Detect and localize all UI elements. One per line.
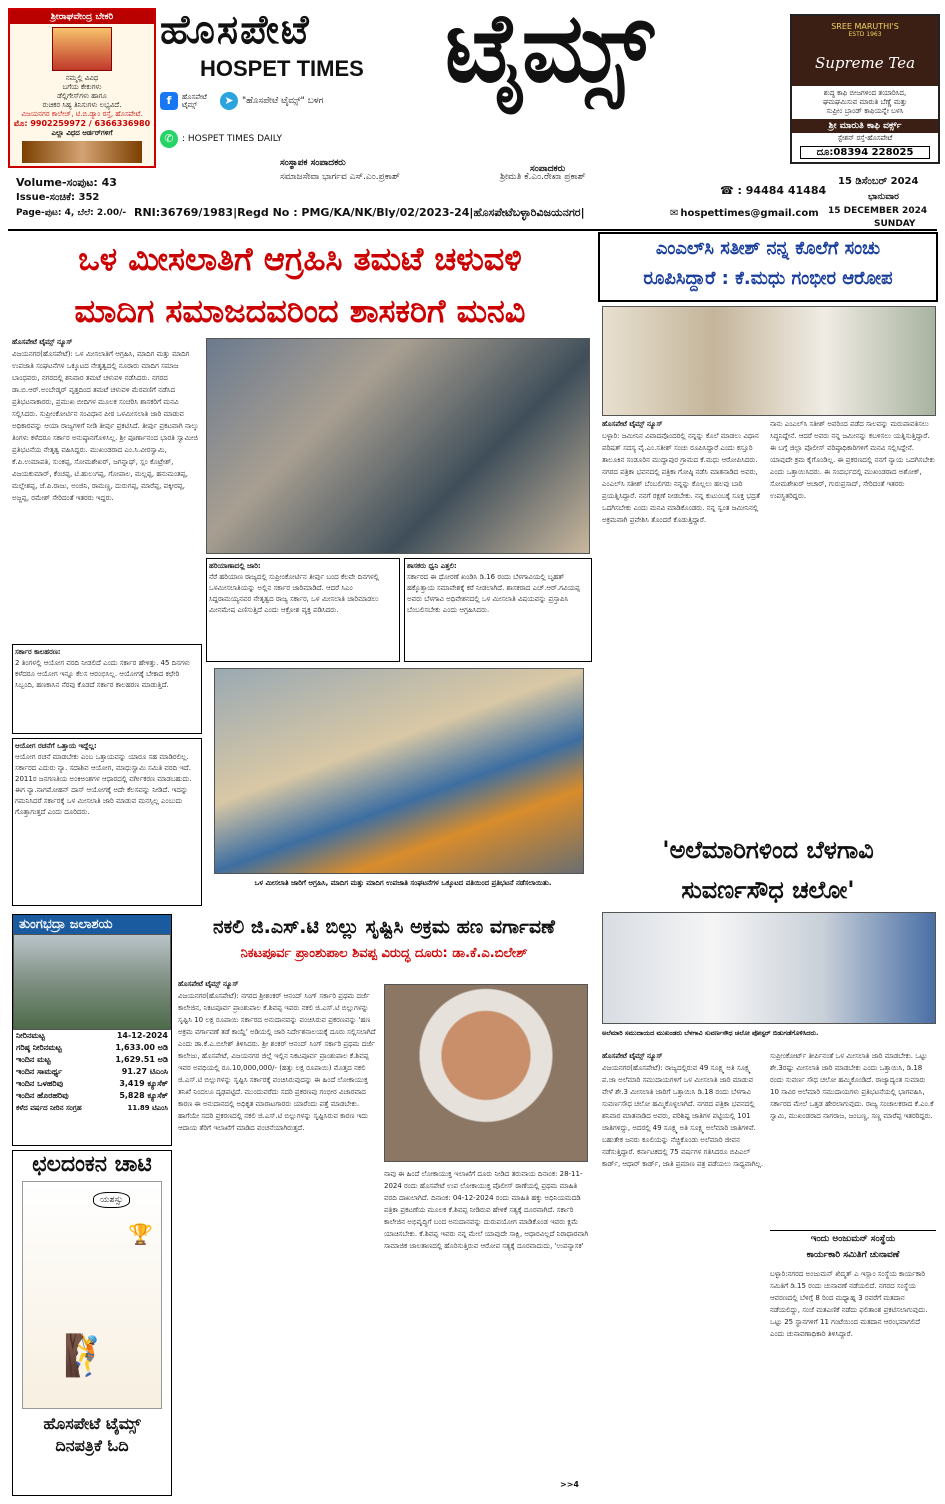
- facebook-label: ಹೊಸಪೇಟೆ ಟೈಮ್ಸ್: [182, 93, 207, 109]
- lead-col-haryana: [206, 558, 400, 662]
- right1-headline-box: [598, 232, 938, 302]
- right1-col-a: [602, 418, 766, 830]
- lead-box-1-text: 2 ತಿಂಗಳಲ್ಲಿ ಆಯೋಗ ವರದಿ ನೀಡಲಿದೆ ಎಂದು ಸರ್ಕಾರ ಹೇಳಿತ್ತು. 45 ದಿನಗಳು ಕಳೆದರೂ ಆಯೋಗ ಇನ್ನೂ ಕೆಲಸ ಆರಂಭಿಸಿಲ್ಲ. ಆಯೋಗಕ್ಕೆ ಬೇಕಾದ ಕಛೇರಿ ಸಿಬ್ಬಂದಿ, ಹಣಕಾಸಿನ ನೆರವು ಕೊಡದೆ ಸರ್ಕಾರ ಕಾಲಹರಣ ಮಾಡುತ್ತಿದೆ.: [15, 659, 190, 689]
- right1-dateline: ಹೊಸಪೇಟೆ ಟೈಮ್ಸ್ ನ್ಯೂಸ್: [602, 420, 663, 428]
- lead-box-2-text: ಆಯೋಗ ರಚನೆ ಮಾಡಬೇಕು ಎಂಬ ಒತ್ತಾಯವನ್ನು ಯಾರೂ ಸಹ ಮಾಡಿರಲಿಲ್ಲ. ಸರ್ಕಾರದ ಎದುರು ನ್ಯಾ. ಸದಾಶಿವ ಆಯೋಗ, ಮಾಧುಸ್ವಾಮಿ ಸಮಿತಿ ವರದಿ ಇದೆ. 2011ರ ಜನಗಣತಿಯ ಅಂಕಿಅಂಶಗಳ ಆಧಾರದಲ್ಲಿ ವರ್ಗೀಕರಣ ಮಾಡಬಹುದು. ಈಗ ನ್ಯಾ.ನಾಗಮೋಹನ್ ದಾಸ್ ಆಯೋಗಕ್ಕೆ ಅದೇ ಕೆಲಸವನ್ನು ನೀಡಿದೆ. ಇದನ್ನು ಗಮನಿಸಿದರೆ ಸರ್ಕಾರಕ್ಕೆ ಒಳ ಮೀಸಲಾತಿ ಜಾರಿ ಮಾಡುವ ಮನಸ್ಸಿಲ್ಲ ಎಂಬುದು ಗೊತ್ತಾಗುತ್ತದೆ ಎಂದು ದೂರಿದರು.: [15, 753, 192, 816]
- header-rule: [8, 229, 937, 231]
- telegram-icon: ➤: [220, 92, 238, 110]
- email-link[interactable]: [670, 208, 819, 219]
- dam-photo: [13, 934, 171, 1030]
- lead-photo-2: [214, 668, 584, 874]
- gst-text-a: ವಿಜಯನಗರ(ಹೊಸಪೇಟೆ): ನಗರದ ಶ್ರೀಶಂಕರ್ ಆನಂದ್ ಸಿಂಗ್ ಸರ್ಕಾರಿ ಪ್ರಥಮ ದರ್ಜೆ ಕಾಲೇಜಿನ, ನಿಕಟಪೂರ್ವ ಪ್ರಾಂಶುಪಾಲ ಕೆ.ಶಿವಪ್ಪ ಇವರು ನಕಲಿ ಜಿ.ಎಸ್.ಟಿ ಬಿಲ್ಲುಗಳನ್ನು ಸೃಷ್ಟಿಸಿ 10 ಲಕ್ಷ ರೂಪಾಯಿ ಸರ್ಕಾರದ ಅನುದಾನವನ್ನು ವಂಚಿಸಿರುವ ಪ್ರಕರಣವನ್ನು 'ಹಣ ಅಕ್ರಮ ವರ್ಗಾವಣೆ ತಡೆ ಕಾಯ್ದೆ' ಅಡಿಯಲ್ಲಿ ಜಾರಿ ನಿರ್ದೇಶನಾಲಯಕ್ಕೆ ದೂರು ಸಲ್ಲಿಸಲಾಗಿದೆ ಎಂದು ಡಾ.ಕೆ.ಎ.ಬಿಲೇಶ್ ತಿಳಿಸಿದರು. ಶ್ರೀ ಶಂಕರ್ ಆನಂದ್ ಸಿಂಗ್ ಸರ್ಕಾರಿ ಪ್ರಥಮ ದರ್ಜೆ ಕಾಲೇಜು, ಹೊಸಪೇಟೆ, ವಿಜಯನಗರ ಜಿಲ್ಲೆ ಇಲ್ಲಿನ ನಿಕಟಪೂರ್ವ ಪ್ರಾಂಶುಪಾಲ ಕೆ.ಶಿವಪ್ಪ ಇವರ ಅವಧಿಯಲ್ಲಿ ರೂ.10,000,000/- (ಹತ್ತು ಲಕ್ಷ ರೂಪಾಯಿ) ಮೊತ್ತದ ನಕಲಿ ಜಿ.ಎಸ್.ಟಿ ಬಿಲ್ಲುಗಳನ್ನು ಸೃಷ್ಟಿಸಿ ಸರ್ಕಾರಕ್ಕೆ ವಂಚಿಸಿರುವುದನ್ನು ಈ ಹಿಂದೆ ಲೋಕಾಯುಕ್ತ ತನಿಖೆ ನಿಂದಲೂ ದೃಢಪಟ್ಟಿದೆ. ಮುಂದುವರೆದು ಸದರಿ ಪ್ರಕರಣವು ಗಂಭೀರ ವಿಚಾರವಾದ ಕಾರಣ ಈ ಅನುದಾನದಲ್ಲಿ ಅಧಿಕೃತ ಮಾರಾಟಗಾರರು ಯಾರೆಂದು ಪತ್ತೆ ಮಾಡಬೇಕು. ಹಾಗೆಯೇ ಸದರಿ ಪ್ರಕರಣದಲ್ಲಿ ನಕಲಿ ಜಿ.ಎಸ್.ಟಿ ಬಿಲ್ಲುಗಳನ್ನು ಸೃಷ್ಟಿಸಿರುವ ಕಾರಣ ಇದು ಆದಾಯ ತೆರಿಗೆ ಇಲಾಖೆಗೆ ಮಾಡಿದ ವಂಚನೆಯಾಗಿರುತ್ತದೆ.: [178, 992, 376, 1132]
- lead-box-1: [12, 644, 202, 734]
- dam-row-value: 5,828 ಕ್ಯೂಸೆಕ್: [119, 1091, 168, 1100]
- right1-col-b: [770, 418, 936, 830]
- tea-desc-line: ಶುದ್ಧ ಕಾಫಿ ಬೀಜಗಳಿಂದ ತಯಾರಿಸಿದ,: [823, 89, 907, 97]
- dam-row-label: ಕಳೆದ ವರ್ಷದ ನೀರಿನ ಸಂಗ್ರಹ: [16, 1104, 82, 1112]
- whatsapp-icon: ✆: [160, 130, 178, 148]
- tea-brand: SREE MARUTHI'S: [831, 22, 899, 31]
- bakery-ad-footer: ಎಲ್ಲಾ ವಿಧದ ಆರ್ಡರ್‌ಗಳಿಗೆ: [51, 129, 113, 137]
- lead-col-haryana-title: ಹರಿಯಾಣಾದಲ್ಲಿ ಜಾರಿ:: [209, 562, 261, 570]
- dam-row-label: ನೀರಿನಮಟ್ಟ: [16, 1031, 45, 1040]
- right2-photo-caption: ಅಲೆಮಾರಿ ಸಮುದಾಯದ ಮುಖಂಡರು ಬೆಳಗಾವಿ ಸುವರ್ಣಸೌಧ ಚಲೋ ಪೋಸ್ಟರ್ ಬಿಡುಗಡೆಗೊಳಿಸಿದರು.: [602, 1029, 819, 1037]
- cake-image: [22, 141, 142, 163]
- bakery-ad-address: ವಿಜಯನಗರ ಕಾಲೇಜ್, ಟಿ.ಬಿ.ಡ್ಯಾಂ ರಸ್ತೆ, ಹೊಸಪೇಟೆ.: [21, 110, 143, 118]
- page-price: Page-ಪುಟ: 4, ಬೆಲೆ: 2.00/-: [16, 208, 127, 218]
- right1-headline-1: ಎಂಎಲ್‌ಸಿ ಸತೀಶ್ ನನ್ನ ಕೊಲೆಗೆ ಸಂಚು: [655, 238, 881, 259]
- whatsapp-link[interactable]: [160, 130, 282, 148]
- masthead-english: HOSPET TIMES: [200, 56, 364, 81]
- right1-text-b: ನಾನು ಎಂಎಲ್‌ಸಿ ಸತೀಶ್ ಅವರಿಂದ ಪಡೆದ ಸಾಲವನ್ನು ಮರುಪಾವತಿಸಲು ಸಿದ್ಧನಿದ್ದೇನೆ. ಆದರೆ ಅವರು ನನ್ನ ಜಮೀನನ್ನು ಕಬಳಿಸಲು ಯತ್ನಿಸುತ್ತಿದ್ದಾರೆ. ಈ ಬಗ್ಗೆ ಜಿಲ್ಲಾ ಪೊಲೀಸ್ ವರಿಷ್ಠಾಧಿಕಾರಿಗಳಿಗೆ ಮನವಿ ಸಲ್ಲಿಸಿದ್ದೇನೆ. ಯಾವುದೇ ಕ್ರಮ ಕೈಗೊಂಡಿಲ್ಲ. ಈ ಪ್ರಕರಣದಲ್ಲಿ ನನಗೆ ನ್ಯಾಯ ಒದಗಿಸಬೇಕು ಎಂದು ಒತ್ತಾಯಿಸಿದರು. ಈ ಸಂದರ್ಭದಲ್ಲಿ ಮುಖಂಡರಾದ ಅಶೋಕ್, ಸೋಮಶೇಖರ್ ಆಚಾರ್, ಗುರುಪ್ರಸಾದ್, ಸೇರಿದಂತೆ ಇತರರು ಉಪಸ್ಥಿತರಿದ್ದರು.: [770, 420, 935, 500]
- lead-box-1-title: ಸರ್ಕಾರ ಕಾಲಹರಣ:: [15, 648, 61, 656]
- lead-dateline: ಹೊಸಪೇಟೆ ಟೈಮ್ಸ್ ನ್ಯೂಸ್: [12, 338, 73, 346]
- tea-phone: ದೂ:08394 228025: [800, 146, 930, 159]
- dam-row: [13, 1066, 171, 1078]
- gst-col-b: [384, 1168, 590, 1492]
- dam-row-value: 91.27 ಟಿಎಂಸಿ: [121, 1067, 168, 1076]
- dam-box: [12, 914, 172, 1146]
- dam-row: [13, 1054, 171, 1066]
- cartoon-footer-2: ದಿನಪತ್ರಿಕೆ ಓದಿ: [55, 1436, 129, 1455]
- tea-desc-line: ಸುಪ್ರೀಂ ಬ್ರಾಂಡ್ ಕಾಫಿಯನ್ನೇ ಬಳಸಿ: [826, 107, 904, 115]
- right2-text-a: ವಿಜಯನಗರ(ಹೊಸಪೇಟೆ): ರಾಜ್ಯದಲ್ಲಿರುವ 49 ಸೂಕ್ಷ್ಮ ಅತಿ ಸೂಕ್ಷ್ಮ ಪ.ಜಾ ಅಲೆಮಾರಿ ಸಮುದಾಯಗಳಿಗೆ ಒಳ ಮೀಸಲಾತಿ ಜಾರಿ ಮಾಡುವ ವೇಳೆ ಶೇ.3 ಮೀಸಲಾತಿ ಜಾರಿಗೆ ಒತ್ತಾಯಿಸಿ ಡಿ.18 ರಂದು ಬೆಳಗಾವಿ ಸುವರ್ಣಸೌಧ ಚಲೋ ಹಮ್ಮಿಕೊಳ್ಳಲಾಗಿದೆ. ನಗರದ ಪತ್ರಿಕಾ ಭವನದಲ್ಲಿ ಶನಿವಾರ ಮಾತನಾಡಿದ ಅವರು, ಪರಿಶಿಷ್ಟ ಜಾತಿಗಳ ಪಟ್ಟಿಯಲ್ಲಿ 101 ಜಾತಿಗಳಿದ್ದು, ಅದರಲ್ಲಿ 49 ಸೂಕ್ಷ್ಮ ಅತಿ ಸೂಕ್ಷ್ಮ ಅಲೆಮಾರಿ ಜಾತಿಗಳಿವೆ. ಬಹುತೇಕ ಜನರು ಕೂಲಿಯನ್ನು ನೆಚ್ಚಿಕೊಂಡು ಅಲೆಮಾರಿ ಜೀವನ ನಡೆಸುತ್ತಿದ್ದಾರೆ. ಕರ್ನಾಟಕದಲ್ಲಿ 75 ವರ್ಷಗಳ ಗತಿಸಿದರೂ ಬಿಪಿಎಲ್ ಕಾರ್ಡ್, ಆಧಾರ್ ಕಾರ್ಡ್, ಜಾತಿ ಪ್ರಮಾಣ ಪತ್ರ ಪಡೆಯಲು ಸಾಧ್ಯವಾಗಿಲ್ಲ.: [602, 1064, 764, 1168]
- telegram-label: "ಹೊಸಪೇಟೆ ಟೈಮ್ಸ್" ಬಳಗ: [242, 96, 324, 106]
- date-kannada: 15 ಡಿಸೆಂಬರ್ 2024: [838, 176, 919, 187]
- deity-image: [52, 27, 112, 71]
- gst-headline-2: ನಿಕಟಪೂರ್ವ ಪ್ರಾಂಶುಪಾಲ ಶಿವಪ್ಪ ವಿರುದ್ಧ ದೂರು: ಡಾ.ಕೆ.ಎ.ಬಿಲೇಶ್: [240, 946, 528, 961]
- notice-body: ಬಳ್ಳಾರಿ:ನಗರದ ಅಂಜುಮನ್ ಖಿದ್ಮತ್ ಎ ಇಸ್ಲಾಂ ಸಂಸ್ಥೆಯ ಕಾರ್ಯಕಾರಿ ಸಮಿತಿಗೆ ಡಿ.15 ರಂದು ಚುನಾವಣೆ ನಡೆಯಲಿದೆ. ನಗರದ ಸಂಸ್ಥೆಯ ಆವರಣದಲ್ಲಿ ಬೆಳಿಗ್ಗೆ 8 ರಿಂದ ಮಧ್ಯಾಹ್ನ 3 ರವರೆಗೆ ಮತದಾನ ನಡೆಯಲಿದ್ದು, ಸಂಜೆ ಮತಎಣಿಕೆ ನಡೆದು ಫಲಿತಾಂಶ ಪ್ರಕಟಿಸಲಾಗುವುದು. ಒಟ್ಟು 25 ಸ್ಥಾನಗಳಿಗೆ 11 ಗಂಟೆಯಿಂದ ಮತದಾನ ಆರಂಭವಾಗಲಿದೆ ಎಂದು ಚುನಾವಣಾಧಿಕಾರಿ ತಿಳಿಸಿದ್ದಾರೆ.: [770, 1270, 928, 1338]
- volume: Volume-ಸಂಪುಟ: 43: [16, 176, 117, 189]
- bakery-ad-line: ನಮ್ಮಲ್ಲಿ ವಿವಿಧ: [65, 74, 99, 82]
- tea-since: ESTD 1963: [848, 31, 882, 38]
- climber-icon: 🧗: [63, 1333, 113, 1379]
- dam-row: [13, 1102, 171, 1114]
- notice-headline-1: ಇಂದು ಅಂಜುಮನ್ ಸಂಸ್ಥೆಯ: [810, 1234, 896, 1244]
- day-english: SUNDAY: [874, 219, 916, 229]
- right2-headline-2: ಸುವರ್ಣಸೌಧ ಚಲೋ': [681, 876, 855, 904]
- notice-headline: [770, 1230, 936, 1266]
- trophy-icon: 🏆: [128, 1222, 153, 1246]
- email: hospettimes@gmail.com: [680, 208, 819, 219]
- tea-desc: [792, 86, 938, 119]
- cartoon-illustration: [22, 1181, 162, 1409]
- dam-row: [13, 1090, 171, 1102]
- lead-col-mla-text: ಸರ್ಕಾರದ ಈ ಧೋರಣೆ ಖಂಡಿಸಿ ಡಿ.16 ರಂದು ಬೆಳಗಾವಿಯಲ್ಲಿ ಬೃಹತ್ ಹಕ್ಕೊತ್ತಾಯ ಸಮಾವೇಶಕ್ಕೆ ಕರೆ ನೀಡಲಾಗಿದೆ. ಶಾಸಕರಾದ ಎಚ್.ಆರ್.ಗವಿಯಪ್ಪ ಅವರು ಬೆಳಗಾವಿ ಅಧಿವೇಶನದಲ್ಲಿ ಒಳ ಮೀಸಲಾತಿ ವಿಷಯವನ್ನು ಪ್ರಸ್ತಾಪಿಸಿ ಬೆಂಬಲಿಸಬೇಕು ಎಂದು ಆಗ್ರಹಿಸಿದರು.: [407, 573, 581, 614]
- editor-label: ಸಂಪಾದಕರು: [530, 164, 566, 174]
- founders: ಸಮಾಜಸೇವಾ ಭಾರ್ಗವ ಎಸ್.ಎಂ.ಪ್ರಕಾಶ್: [280, 172, 400, 182]
- continued-link[interactable]: >>4: [560, 1480, 579, 1489]
- dam-row-label: ಇಂದಿನ ಹೊರಹರಿವು: [16, 1091, 69, 1100]
- dam-row-label: ಇಂದಿನ ಒಳಹರಿವು: [16, 1079, 64, 1088]
- bakery-ad-line: ರುಚಿಕರ ಸಿಹ್ಯ ತಿನಿಸುಗಳು ಲಭ್ಯವಿದೆ.: [42, 101, 122, 109]
- mail-icon: ✉: [670, 208, 679, 219]
- lead-box-2-title: ಆಯೋಗ ರಚನೆಗೆ ಒತ್ತಾಯ ಇದ್ದೆಲ್ಲ:: [15, 742, 97, 750]
- lead-photo-1: [206, 338, 590, 554]
- day-kannada: ಭಾನುವಾರ: [868, 192, 899, 202]
- lead-col-mla: [404, 558, 592, 662]
- masthead-kannada-small: ಹೊಸಪೇಟೆ: [160, 6, 311, 53]
- right2-photo: [602, 912, 936, 1024]
- bakery-ad-line: ಡೆಲ್ಲಿಗೇಸ್‌ಗಳು ಹಾಗೂ: [57, 92, 107, 100]
- dam-row: [13, 1030, 171, 1042]
- cartoon-box: [12, 1150, 172, 1496]
- gst-headline-1: ನಕಲಿ ಜಿ.ಎಸ್.ಟಿ ಬಿಲ್ಲು ಸೃಷ್ಟಿಸಿ ಅಕ್ರಮ ಹಣ ವರ್ಗಾವಣೆ: [213, 916, 555, 938]
- tea-ad: [790, 14, 940, 164]
- dam-table: [13, 1030, 171, 1114]
- bakery-ad: [8, 8, 156, 168]
- registration-line: RNI:36769/1983|Regd No : PMG/KA/NK/Bly/02/2023-24|ಹೊಸಪೇಟೆಬಳ್ಳಾರಿವಿಜಯನಗರ|: [134, 206, 585, 219]
- right2-col-b: [770, 1050, 936, 1226]
- whatsapp-label: : HOSPET TIMES DAILY: [182, 134, 283, 144]
- lead-col-mla-title: ಶಾಸಕರು ಧ್ವನಿ ಎತ್ತಲಿ:: [407, 562, 457, 570]
- gst-text-b: ನಾವು ಈ ಹಿಂದೆ ಲೋಕಾಯುಕ್ತ ಇಲಾಖೆಗೆ ದೂರು ನೀಡಿದ ತರುವಾಯ ದಿನಾಂಕ: 28-11-2024 ರಂದು ಹೊಸಪೇಟೆ ಉಪ ಲೋಕಾಯುಕ್ತ ಪೊಲೀಸ್ ಠಾಣೆಯಲ್ಲಿ ಪ್ರಥಮ ಮಾಹಿತಿ ವರದಿ ದಾಖಲಾಗಿದೆ. ದಿನಾಂಕ: 04-12-2024 ರಂದು ಮಾಹಿತಿ ಹಕ್ಕು ಅಧಿನಿಯಮದಡಿ ಪತ್ರಿಕಾ ಪ್ರಕಟಣೆಯ ಮೂಲಕ ಕೆ.ಶಿವಪ್ಪ ನೀಡಿರುವ ಹೇಳಿಕೆ ಸತ್ಯಕ್ಕೆ ದೂರವಾಗಿದೆ. ಸರ್ಕಾರಿ ಕಾಲೇಜಿನ ಅಭಿವೃದ್ಧಿಗೆ ಬಂದ ಅನುದಾನವನ್ನು ದುರುಪಯೋಗ ಮಾಡಿಕೊಂಡ ಇವರು ಕ್ಷಮೆ ಯಾಚಿಸಬೇಕು. ಕೆ.ಶಿವಪ್ಪ ಇವರು ನನ್ನ ಮೇಲೆ ಯಾವುದೇ ಸಾಕ್ಷಿ, ಆಧಾರವಿಲ್ಲದೆ ನಿರಾಧಾರವಾಗಿ ಸಾಮಾಜಿಕ ಜಾಲತಾಣದಲ್ಲಿ ಹೊರಿಸುತ್ತಿರುವ ಆರೋಪ ಸತ್ಯಕ್ಕೆ ದೂರವಾದುದು, 'ಉಪನ್ಯಾಸಕ': [384, 1170, 589, 1250]
- facebook-icon: f: [160, 92, 178, 110]
- bakery-ad-line: ಬಗೆಯ ಕೇಕುಗಳು: [62, 83, 102, 91]
- lead-box-2: [12, 738, 202, 906]
- gst-photo: [384, 984, 588, 1162]
- founders-label: ಸಂಸ್ಥಾಪಕ ಸಂಪಾದಕರು: [280, 158, 346, 168]
- right1-text-a: ಬಳ್ಳಾರಿ: ಜಮೀನಿನ ವಿವಾದವೊಂದರಲ್ಲಿ ನನ್ನನ್ನು ಕೊಲೆ ಮಾಡಲು ವಿಧಾನ ಪರಿಷತ್ ಸದಸ್ಯ ವೈ.ಎಂ.ಸತೀಶ್ ಸಂಚು ರೂಪಿಸಿದ್ದಾರೆ ಎಂದು ಕಸ್ತೂರಿ ತಾಲೂಕಿನ ಸಂಡೂರಿನ ಮುದ್ದಾಪುರ ಗ್ರಾಮದ ಕೆ.ಮಧು ಆರೋಪಿಸಿದರು. ನಗರದ ಪತ್ರಿಕಾ ಭವನದಲ್ಲಿ ಪತ್ರಿಕಾ ಗೋಷ್ಠಿ ನಡೆಸಿ ಮಾತನಾಡಿದ ಅವರು, ಎಂಎಲ್‌ಸಿ ಸತೀಶ್ ಬೆಂಬಲಿಗರು ನನ್ನನ್ನು ಕೊಲ್ಲಲು ಹಲವು ಬಾರಿ ಪ್ರಯತ್ನಿಸಿದ್ದಾರೆ. ನನಗೆ ರಕ್ಷಣೆ ನೀಡಬೇಕು. ನನ್ನ ಕುಟುಂಬಕ್ಕೆ ಸೂಕ್ತ ಭದ್ರತೆ ಒದಗಿಸಬೇಕು ಎಂದು ಮನವಿ ಮಾಡಿಕೊಂಡರು. ನನ್ನ ಸ್ವಂತ ಜಮೀನಿನಲ್ಲಿ ಅಕ್ರಮವಾಗಿ ಪ್ರವೇಶಿಸಿ ತೊಂದರೆ ಕೊಡುತ್ತಿದ್ದಾರೆ.: [602, 432, 760, 524]
- editor: ಶ್ರೀಮತಿ ಕೆ.ಎಂ.ರೇಖಾ ಪ್ರಕಾಶ್: [500, 172, 586, 182]
- dam-row-value: 3,419 ಕ್ಯೂಸೆಕ್: [119, 1079, 168, 1088]
- right2-text-b: ಸುಪ್ರೀಂಕೋರ್ಟ್ ತೀರ್ಪಿನಂತೆ ಒಳ ಮೀಸಲಾತಿ ಜಾರಿ ಮಾಡಬೇಕು. ಒಟ್ಟು ಶೇ.3ರಷ್ಟು ಮೀಸಲಾತಿ ಜಾರಿ ಮಾಡಬೇಕು ಎಂದು ಒತ್ತಾಯಿಸಿ, ಡಿ.18 ರಂದು ಸುವರ್ಣ ಸೌಧ ಚಲೋ ಹಮ್ಮಿಕೊಂಡಿದೆ. ರಾಜ್ಯಾದ್ಯಂತ ಸುಮಾರು 10 ಸಾವಿರ ಅಲೆಮಾರಿ ಸಮುದಾಯಗಳು ಪ್ರತಿಭಟನೆಯಲ್ಲಿ ಭಾಗವಹಿಸಿ, ಸರ್ಕಾರದ ಮೇಲೆ ಒತ್ತಡ ಹೇರಲಾಗುವುದು. ರಾಜ್ಯ ಸಂಚಾಲಕರಾದ ಕೆ.ಎಂ.ಕೆ ಸ್ವಾಮಿ, ಮುಖಂಡರಾದ ನಾಗರಾಜ, ಜಂಬಣ್ಣ, ಸಣ್ಣ ಮಾರೆಪ್ಪ ಇತರರಿದ್ದರು.: [770, 1052, 934, 1120]
- masthead: [160, 0, 654, 176]
- dam-row-label: ಗರಿಷ್ಠ ನೀರಿನಮಟ್ಟ: [16, 1043, 62, 1052]
- cartoon-footer-1: ಹೊಸಪೇಟೆ ಟೈಮ್ಸ್: [43, 1414, 141, 1433]
- masthead-kannada-big: ಟೈಮ್ಸ್: [445, 0, 654, 104]
- lead-headline-2: ಮಾದಿಗ ಸಮಾಜದವರಿಂದ ಶಾಸಕರಿಗೆ ಮನವಿ: [74, 292, 526, 330]
- dam-row-value: 11.89 ಟಿಎಂಸಿ: [127, 1104, 168, 1112]
- tea-address: ಸ್ಟೇಶನ್ ರಸ್ತೆ-ಹೊಸಪೇಟೆ: [837, 134, 893, 142]
- issue-number: Issue-ಸಂಚಿಕೆ: 352: [16, 192, 100, 203]
- dam-row-label: ಇಂದಿನ ಮಟ್ಟ: [16, 1055, 51, 1064]
- bakery-ad-phone: ಮೊ: 9902259972 / 6366336980: [13, 119, 151, 128]
- bakery-ad-title: ಶ್ರೀರಾಘವೇಂದ್ರ ಬೇಕರಿ: [10, 10, 154, 24]
- tea-desc-line: ಘಮಘಮಿಸುವ ಮಾರುತಿ ಬೆಣ್ಣೆ ಮತ್ತು: [822, 98, 908, 106]
- gst-col-a: [178, 978, 378, 1492]
- lead-body: [12, 336, 200, 640]
- dam-row: [13, 1042, 171, 1054]
- lead-photo-2-caption: ಒಳ ಮೀಸಲಾತಿ ಜಾರಿಗೆ ಆಗ್ರಹಿಸಿ, ಮಾದಿಗ ಮತ್ತು ಮಾದಿಗ ಉಪಜಾತಿ ಸಂಘಟನೆಗಳ ಒಕ್ಕೂಟದ ವತಿಯಿಂದ ಪ್ರತಿಭಟನೆ ನಡೆಸಲಾಯಿತು.: [254, 879, 552, 887]
- dam-row-value: 14-12-2024: [116, 1031, 168, 1040]
- right2-headline-1: 'ಅಲೆಮಾರಿಗಳಿಂದ ಬೆಳಗಾವಿ: [662, 836, 874, 864]
- dam-row-value: 1,629.51 ಅಡಿ: [115, 1055, 168, 1064]
- right1-photo: [602, 306, 936, 416]
- lead-text: ವಿಜಯನಗರ(ಹೊಸಪೇಟೆ): ಒಳ ಮೀಸಲಾತಿಗೆ ಆಗ್ರಹಿಸಿ, ಮಾದಿಗ ಮತ್ತು ಮಾದಿಗ ಉಪಜಾತಿ ಸಂಘಟನೆಗಳ ಒಕ್ಕೂಟದ ನೇತೃತ್ವದಲ್ಲಿ ನೂರಾರು ಮಾದಿಗ ಸಮಾಜ ಬಾಂಧವರು, ನಗರದಲ್ಲಿ ಶನಿವಾರ ತಮಟೆ ಚಳುವಳಿ ನಡೆಸಿದರು. ನಗರದ ಡಾ.ಬಿ.ಆರ್.ಅಂಬೇಡ್ಕರ್ ವೃತ್ತದಿಂದ ತಮಟೆ ಚಳುವಳಿ ಮೆರವಣಿಗೆ ನಡೆಸಿದ ಪ್ರತಿಭಟನಾಕಾರರು, ಪ್ರಮುಖ ಬೀದಿಗಳ ಮೂಲಕ ಸಂಚರಿಸಿ ಶಾಸಕರಿಗೆ ಮನವಿ ಸಲ್ಲಿಸಿದರು. ಸುಪ್ರೀಂಕೋರ್ಟಿನ ಸಂವಿಧಾನ ಪೀಠ ಒಳಮೀಸಲಾತಿ ಜಾರಿ ಮಾಡುವ ಅಧಿಕಾರವನ್ನು ಆಯಾ ರಾಜ್ಯಗಳಿಗೆ ನೀಡಿ ತೀರ್ಪು ಪ್ರಕಟಿಸಿದೆ. ತೀರ್ಪು ಪ್ರಕಟವಾಗಿ ನಾಲ್ಕು ತಿಂಗಳು ಕಳೆದರೂ ಸರ್ಕಾರ ಅನುಷ್ಠಾನಗೊಳಿಸಿಲ್ಲ. ಶ್ರೀ ಪೂರ್ಣಾನಂದ ಭಾರತಿ ಸ್ವಾಮೀಜಿ ಪ್ರತಿಭಟನೆಯ ನೇತೃತ್ವ ವಹಿಸಿದ್ದರು. ಮುಖಂಡರಾದ ಎಂ.ಸಿ.ವೀರಸ್ವಾಮಿ, ಕೆ.ಪಿ.ಉಮಾಪತಿ, ಸುಂಕಪ್ಪ, ಸೋಮಶೇಖರ್, ಜಗನ್ನಾಥ್, ಸ್ಲಂ ಕೊಟ್ರೇಶ್, ವಿಜಯಕುಮಾರ್, ಕೆಂಚಪ್ಪ, ಟಿ.ಹುಲುಗಪ್ಪ, ಗೋಪಾಲ, ಮಲ್ಲಪ್ಪ, ಹನುಮಂತಪ್ಪ, ಮಲ್ಲೇಶಪ್ಪ, ಜೆ.ಪಿ.ರಾಜು, ಅಂಜಿನಿ, ರಾಮಣ್ಣ, ದುರುಗಪ್ಪ, ಮಾರೆಪ್ಪ, ಪಕ್ಕೀರಪ್ಪ, ಅಜ್ಜಪ್ಪ, ರಮೇಶ್ ಸೇರಿದಂತೆ ಇತರರು ಇದ್ದರು.: [12, 350, 199, 502]
- dam-row: [13, 1078, 171, 1090]
- dam-row-value: 1,633.00 ಅಡಿ: [115, 1043, 168, 1052]
- right2-col-a: [602, 1050, 766, 1490]
- notice-headline-2: ಕಾರ್ಯಕಾರಿ ಸಮಿತಿಗೆ ಚುನಾವಣೆ: [806, 1250, 900, 1260]
- dam-row-label: ಇಂದಿನ ಸಾಮರ್ಥ್ಯ: [16, 1067, 63, 1076]
- tea-name: Supreme Tea: [814, 54, 916, 72]
- right2-dateline: ಹೊಸಪೇಟೆ ಟೈಮ್ಸ್ ನ್ಯೂಸ್: [602, 1052, 663, 1060]
- lead-headline-1: ಒಳ ಮೀಸಲಾತಿಗೆ ಆಗ್ರಹಿಸಿ ತಮಟೆ ಚಳುವಳಿ: [78, 240, 522, 278]
- tea-ad-banner: [792, 16, 938, 86]
- cartoon-bubble: ಯಶಸ್ಸು: [93, 1192, 130, 1208]
- gst-dateline: ಹೊಸಪೇಟೆ ಟೈಮ್ಸ್ ನ್ಯೂಸ್: [178, 980, 239, 988]
- facebook-link[interactable]: [160, 92, 323, 110]
- lead-col-haryana-text: ನೆರೆ ಹರಿಯಾಣ ರಾಜ್ಯದಲ್ಲಿ ಸುಪ್ರೀಂಕೋರ್ಟಿನ ತೀರ್ಪು ಬಂದ ಕೆಲವೇ ದಿನಗಳಲ್ಲಿ ಒಳಮೀಸಲಾತಿಯನ್ನು ಅಲ್ಲಿನ ಸರ್ಕಾರ ಜಾರಿಮಾಡಿದೆ. ಆದರೆ ಸಿಎಂ ಸಿದ್ದರಾಮಯ್ಯನವರ ನೇತೃತ್ವದ ರಾಜ್ಯ ಸರ್ಕಾರ, ಒಳ ಮೀಸಲಾತಿ ಜಾರಿಮಾಡಲು ಮೀನಮೇಷ ಎಣಿಸುತ್ತಿದೆ ಎಂದು ಆಕ್ರೋಶ ವ್ಯಕ್ತ ಪಡಿಸಿದರು.: [209, 573, 379, 614]
- phone: ☎ : 94484 41484: [720, 184, 827, 197]
- cartoon-title: ಛಲದಂಕನ ಚಾಟಿ: [32, 1151, 152, 1177]
- dam-header: ತುಂಗಭದ್ರಾ ಜಲಾಶಯ: [13, 915, 171, 934]
- right1-headline-2: ರೂಪಿಸಿದ್ದಾರೆ : ಕೆ.ಮಧು ಗಂಭೀರ ಆರೋಪ: [643, 268, 893, 289]
- date-english: 15 DECEMBER 2024: [828, 206, 928, 216]
- tea-shop: ಶ್ರೀ ಮಾರುತಿ ಕಾಫಿ ವರ್ಕ್ಸ್: [792, 119, 938, 133]
